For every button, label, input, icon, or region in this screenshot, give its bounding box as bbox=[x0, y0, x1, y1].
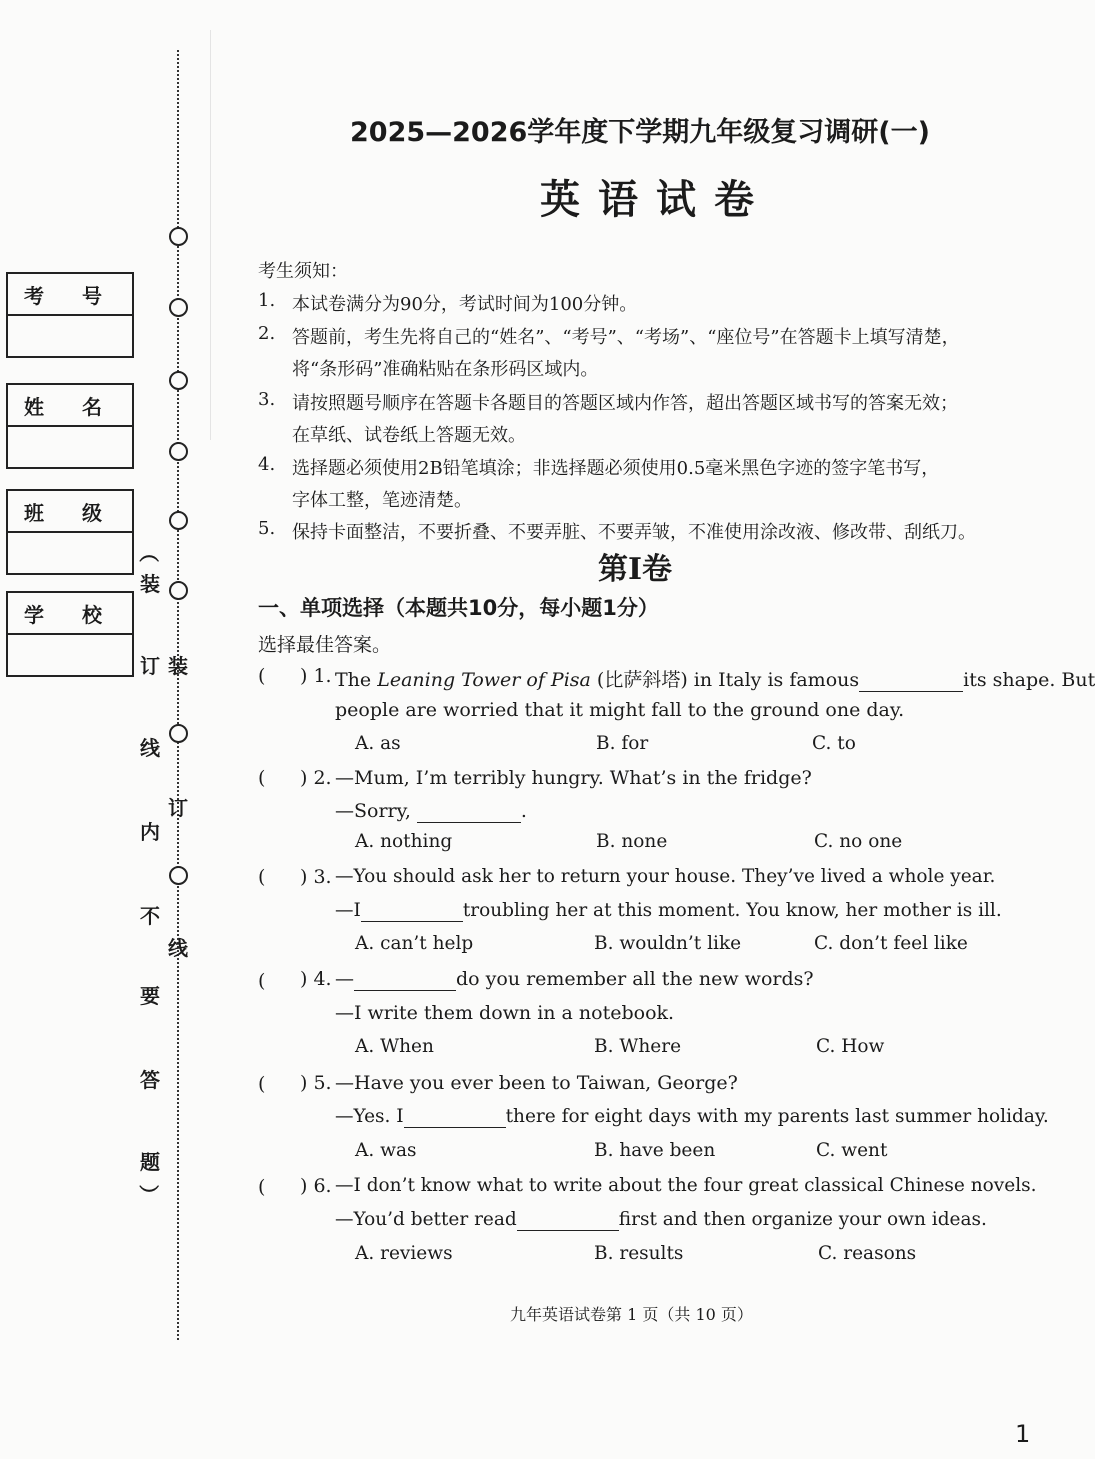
notice-item-text: 本试卷满分为90分，考试时间为100分钟。 bbox=[292, 294, 638, 315]
question-line: people are worried that it might fall to the ground one day. bbox=[335, 699, 905, 721]
option-a: A. When bbox=[355, 1036, 434, 1057]
notice-item-text: 将“条形码”准确粘贴在条形码区域内。 bbox=[292, 359, 599, 380]
page-footer: 九年英语试卷第 1 页（共 10 页） bbox=[510, 1305, 753, 1324]
binding-text-char: 订 bbox=[140, 654, 160, 678]
question-line: —You should ask her to return your house. They’ve lived a whole year. bbox=[335, 866, 996, 887]
option-b: B. have been bbox=[594, 1140, 716, 1161]
school-label: 学 校 bbox=[8, 593, 132, 635]
binding-text-char: 要 bbox=[140, 984, 160, 1008]
notice-item-number: 1. bbox=[258, 290, 276, 311]
answer-paren[interactable]: ( bbox=[258, 665, 266, 687]
answer-paren[interactable]: ( bbox=[258, 1176, 266, 1198]
binding-hole bbox=[169, 511, 188, 530]
option-c: C. don’t feel like bbox=[814, 933, 968, 954]
answer-blank[interactable] bbox=[517, 1209, 619, 1231]
binding-text-char: 答 bbox=[140, 1068, 160, 1092]
answer-blank[interactable] bbox=[859, 669, 963, 692]
notice-item-text: 保持卡面整洁，不要折叠、不要弄脏、不要弄皱，不准使用涂改液、修改带、刮纸刀。 bbox=[292, 522, 976, 543]
option-c: C. How bbox=[816, 1036, 885, 1057]
dotted-line-char: 线 bbox=[168, 936, 188, 960]
dotted-line-char: 装 bbox=[168, 654, 188, 678]
notice-item-text: 字体工整，笔迹清楚。 bbox=[292, 490, 472, 511]
binding-text-char: （ bbox=[136, 542, 161, 563]
answer-blank[interactable] bbox=[361, 900, 463, 922]
exam-subtitle: 英语试卷 bbox=[540, 177, 772, 223]
question-line: —Have you ever been to Taiwan, George? bbox=[335, 1072, 738, 1094]
school-field[interactable] bbox=[8, 635, 132, 675]
binding-text-char: 题 bbox=[140, 1150, 160, 1174]
italic-term: Leaning Tower of Pisa bbox=[377, 669, 591, 691]
name-field[interactable] bbox=[8, 427, 132, 467]
notice-item-number: 4. bbox=[258, 454, 276, 475]
question-line: —Sorry, . bbox=[335, 800, 527, 822]
answer-paren[interactable]: ( bbox=[258, 1073, 266, 1095]
binding-text-char: 线 bbox=[140, 736, 160, 760]
option-c: C. went bbox=[816, 1140, 888, 1161]
option-a: A. nothing bbox=[355, 831, 453, 852]
exam-number-box bbox=[6, 272, 134, 358]
question-line: —You’d better read first and then organize your own ideas. bbox=[335, 1209, 987, 1230]
binding-hole bbox=[169, 866, 188, 885]
option-a: A. can’t help bbox=[355, 933, 474, 954]
option-a: A. was bbox=[355, 1140, 417, 1161]
class-field[interactable] bbox=[8, 533, 132, 573]
option-c: C. no one bbox=[814, 831, 903, 852]
section-heading: 一、单项选择（本题共10分，每小题1分） bbox=[258, 596, 659, 620]
question-line: —Mum, I’m terribly hungry. What’s in the fridge? bbox=[335, 767, 812, 789]
binding-text-char: 装 bbox=[140, 572, 160, 596]
answer-blank[interactable] bbox=[417, 800, 521, 823]
answer-paren[interactable]: ( bbox=[258, 866, 266, 888]
notice-item-text: 请按照题号顺序在答题卡各题目的答题区域内作答，超出答题区域书写的答案无效； bbox=[292, 393, 958, 414]
option-b: B. results bbox=[594, 1243, 684, 1264]
question-number: ) 1. bbox=[300, 665, 332, 687]
binding-hole bbox=[169, 227, 188, 246]
notice-item-text: 选择题必须使用2B铅笔填涂；非选择题必须使用0.5毫米黑色字迹的签字笔书写， bbox=[292, 458, 940, 479]
question-line: —I troubling her at this moment. You know, her mother is ill. bbox=[335, 900, 1002, 921]
option-c: C. reasons bbox=[818, 1243, 917, 1264]
exam-title: 2025—2026学年度下学期九年级复习调研(一) bbox=[350, 117, 930, 148]
section-instruction: 选择最佳答案。 bbox=[258, 634, 392, 656]
question-line: — do you remember all the new words? bbox=[335, 968, 814, 990]
binding-text-char: ） bbox=[136, 1184, 161, 1205]
answer-blank[interactable] bbox=[354, 968, 456, 991]
binding-text-char: 内 bbox=[140, 820, 160, 844]
question-number: ) 4. bbox=[300, 968, 332, 990]
dotted-line-char: 订 bbox=[168, 796, 188, 820]
question-number: ) 5. bbox=[300, 1072, 332, 1094]
option-c: C. to bbox=[812, 733, 856, 754]
class-box bbox=[6, 489, 134, 575]
answer-blank[interactable] bbox=[404, 1106, 506, 1128]
question-line: —Yes. I there for eight days with my parents last summer holiday. bbox=[335, 1106, 1049, 1127]
exam-number-field[interactable] bbox=[8, 316, 132, 356]
name-box bbox=[6, 383, 134, 469]
option-b: B. Where bbox=[594, 1036, 682, 1057]
binding-hole bbox=[169, 581, 188, 600]
question-line: The Leaning Tower of Pisa (比萨斜塔) in Italy is famous its shape. But bbox=[335, 669, 1095, 691]
notice-item-text: 答题前，考生先将自己的“姓名”、“考号”、“考场”、“座位号”在答题卡上填写清楚， bbox=[292, 327, 960, 348]
binding-text-char: 不 bbox=[140, 904, 160, 928]
option-b: B. none bbox=[596, 831, 668, 852]
scan-edge-line bbox=[210, 30, 211, 440]
notice-item-text: 在草纸、试卷纸上答题无效。 bbox=[292, 425, 526, 446]
binding-hole bbox=[169, 442, 188, 461]
exam-number-label: 考 号 bbox=[8, 274, 132, 316]
notice-item-number: 3. bbox=[258, 389, 276, 410]
binding-hole bbox=[169, 724, 188, 743]
option-a: A. reviews bbox=[355, 1243, 453, 1264]
page-number: 1 bbox=[1015, 1420, 1031, 1448]
option-a: A. as bbox=[355, 733, 401, 754]
binding-hole bbox=[169, 298, 188, 317]
question-line: —I write them down in a notebook. bbox=[335, 1002, 675, 1024]
notice-item-number: 2. bbox=[258, 323, 276, 344]
school-box bbox=[6, 591, 134, 677]
part-title: 第I卷 bbox=[598, 552, 673, 587]
notice-item-number: 5. bbox=[258, 518, 276, 539]
binding-hole bbox=[169, 371, 188, 390]
class-label: 班 级 bbox=[8, 491, 132, 533]
option-b: B. for bbox=[596, 733, 649, 754]
option-b: B. wouldn’t like bbox=[594, 933, 742, 954]
question-line: —I don’t know what to write about the four great classical Chinese novels. bbox=[335, 1175, 1037, 1196]
name-label: 姓 名 bbox=[8, 385, 132, 427]
notice-heading: 考生须知： bbox=[258, 261, 348, 282]
answer-paren[interactable]: ( bbox=[258, 970, 266, 992]
question-number: ) 6. bbox=[300, 1175, 332, 1197]
question-number: ) 3. bbox=[300, 866, 332, 888]
answer-paren[interactable]: ( bbox=[258, 767, 266, 789]
question-number: ) 2. bbox=[300, 767, 332, 789]
